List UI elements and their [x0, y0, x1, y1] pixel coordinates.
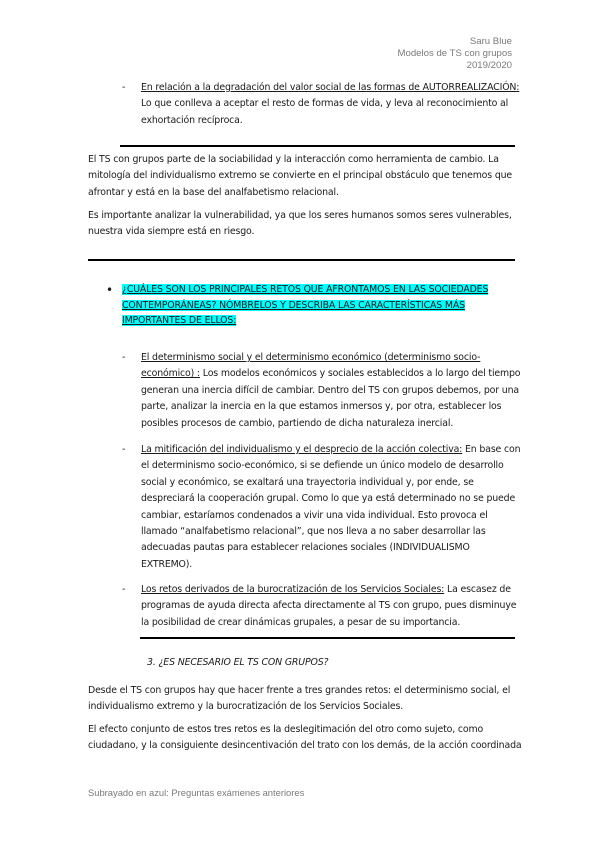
item-text: posibles procesos de cambio, partiendo de dicha naturaleza inercial. — [141, 417, 454, 429]
list-dash: - — [122, 444, 126, 455]
paragraph-line: El efecto conjunto de estos tres retos es la deslegitimación del otro como sujeto, como — [88, 724, 484, 735]
question-line: ¿CUÁLES SON LOS PRINCIPALES RETOS QUE AFRONTAMOS EN LAS SOCIEDADES — [122, 284, 489, 295]
paragraph — [88, 208, 528, 241]
item-text: despreciará la cooperación grupal. Como lo que ya está determinado no se puede — [141, 493, 516, 505]
paragraph-line: Es importante analizar la vulnerabilidad, ya que los seres humanos somos seres vulnerables, — [88, 210, 512, 221]
item-text: llamado “analfabetismo relacional”, que nos lleva a no saber desarrollar las — [141, 526, 486, 538]
paragraph-line: nuestra vida siempre está en riesgo. — [88, 226, 255, 238]
header-year: 2019/2020 — [466, 60, 512, 71]
paragraph-line: ciudadano, y la consiguiente desincentivación del trato con los demás, de la acción coordinada — [88, 740, 522, 752]
exam-question — [122, 282, 522, 329]
item-text: programas de ayuda directa afecta directamente al TS con grupo, pues disminuye — [141, 600, 517, 612]
item-title: El determinismo social y el determinismo económico (determinismo socio- — [141, 352, 481, 363]
item-text: generan una inercia difícil de cambiar. Dentro del TS con grupos debemos, por una — [141, 384, 519, 396]
list-dash: - — [122, 82, 126, 93]
paragraph-line: individualismo extremo y la burocratización de los Servicios Sociales. — [88, 701, 404, 713]
header-subject: Modelos de TS con grupos — [397, 48, 512, 59]
paragraph-line: mitología del individualismo extremo se convierte en el principal obstáculo que tenemos que — [88, 170, 513, 182]
list-item — [141, 350, 526, 432]
divider — [120, 145, 515, 147]
paragraph-line: afrontar y está en la base del analfabetismo relacional. — [88, 186, 339, 198]
paragraph — [88, 722, 528, 755]
item-text: parte, analizar la inercia en la que estamos inmersos y, por otra, establecer los — [141, 401, 502, 413]
item-text: Lo que conlleva a aceptar el resto de formas de vida, y leva al reconocimiento al — [141, 98, 509, 110]
item-text: Los modelos económicos y sociales establecidos a lo largo del tiempo — [199, 368, 521, 380]
paragraph — [88, 152, 528, 201]
header-author: Saru Blue — [469, 36, 512, 47]
list-item — [141, 582, 526, 631]
question-line: IMPORTANTES DE ELLOS: — [122, 315, 237, 327]
section-heading: 3. ¿ES NECESARIO EL TS CON GRUPOS? — [147, 657, 329, 668]
paragraph — [88, 683, 528, 716]
item-text: el determinismo socio-económico, si se defiende un único modelo de desarrollo — [141, 460, 504, 472]
item-text: la posibilidad de crear dinámicas grupales, a pesar de su importancia. — [141, 616, 461, 628]
list-dash: - — [122, 352, 126, 363]
paragraph-line: El TS con grupos parte de la sociabilidad y la interacción como herramienta de cambio. La — [88, 154, 499, 165]
list-item — [141, 442, 526, 573]
item-title: La mitificación del individualismo y el desprecio de la acción colectiva: — [141, 444, 463, 455]
paragraph-line: Desde el TS con grupos hay que hacer frente a tres grandes retos: el determinismo social, el — [88, 685, 511, 696]
item-text: exhortación recíproca. — [141, 114, 243, 126]
list-item — [141, 80, 541, 129]
question-line: CONTEMPORÁNEAS? NÓMBRELOS Y DESCRIBA LAS CARACTERÍSTICAS MÁS — [122, 299, 465, 311]
bullet-icon: • — [106, 283, 114, 297]
item-title: En relación a la degradación del valor social de las formas de AUTORREALIZACIÓN: — [141, 82, 520, 93]
divider — [140, 637, 515, 639]
item-text: En base con — [462, 444, 521, 455]
item-text: adecuadas pautas para establecer relaciones sociales (INDIVIDUALISMO — [141, 542, 470, 554]
item-title: Los retos derivados de la burocratización de los Servicios Sociales: — [141, 584, 445, 595]
item-text: La escasez de — [444, 584, 511, 595]
item-text: EXTREMO). — [141, 558, 193, 570]
item-text: social y económico, se exaltará una trayectoria individual y, por ende, se — [141, 476, 474, 488]
item-title: económico) : — [141, 368, 200, 380]
divider — [88, 259, 515, 261]
item-text: cambiar, estaríamos condenados a vivir una vida individual. Esto provoca el — [141, 509, 488, 521]
page-header — [398, 36, 512, 72]
list-dash: - — [122, 584, 126, 595]
page-footer: Subrayado en azul: Preguntas exámenes anteriores — [88, 787, 305, 798]
